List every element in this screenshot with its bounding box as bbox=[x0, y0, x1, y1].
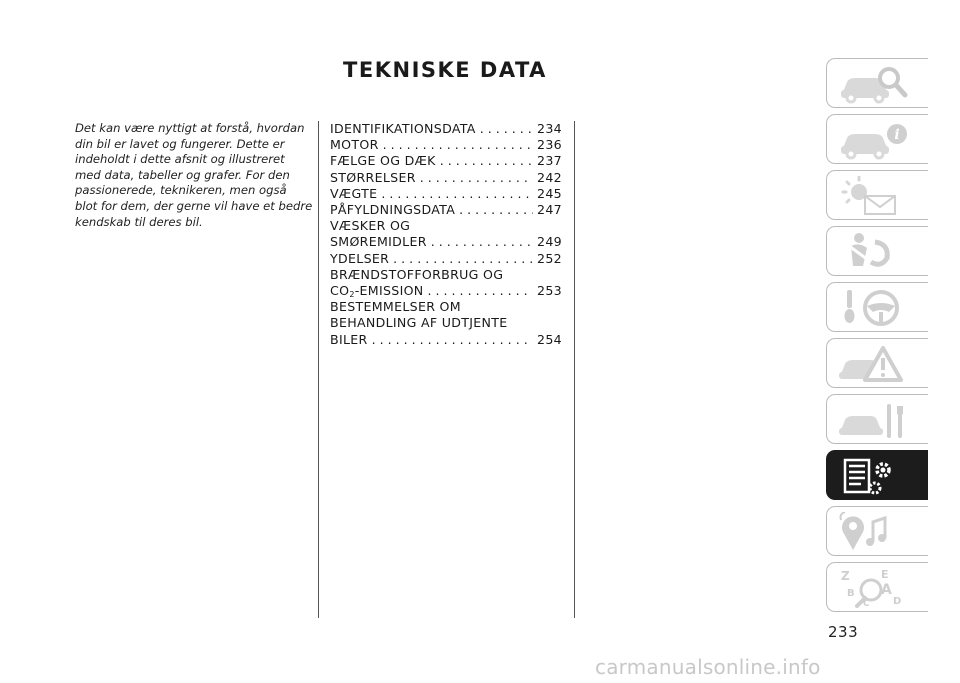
tab-car-info[interactable] bbox=[826, 114, 928, 164]
toc-leader bbox=[431, 234, 533, 250]
tab-warning-lights[interactable] bbox=[826, 170, 928, 220]
intro-line: Det kan være nyttigt at forstå, hvordan bbox=[75, 121, 305, 135]
tab-index[interactable] bbox=[826, 562, 928, 612]
column-divider-left bbox=[318, 121, 319, 618]
svg-text:i: i bbox=[894, 127, 900, 143]
toc-label: BRÆNDSTOFFORBRUG OG bbox=[330, 266, 504, 282]
toc-entry-fluids-lubricants[interactable] bbox=[330, 218, 562, 250]
svg-text:Z: Z bbox=[841, 569, 850, 583]
toc-entry-performance[interactable] bbox=[330, 251, 562, 267]
car-info-icon bbox=[837, 120, 917, 160]
alphabetical-index-icon bbox=[837, 568, 917, 608]
co-text: CO bbox=[330, 283, 350, 299]
tab-technical-data[interactable] bbox=[826, 450, 928, 500]
toc-label: MOTOR bbox=[330, 137, 379, 153]
intro-line: indeholdt i dette afsnit og illustreret bbox=[75, 152, 285, 167]
toc-entry-fuel-consumption[interactable] bbox=[330, 267, 562, 299]
intro-line: blot for dem, der gerne vil have et bedre bbox=[75, 198, 313, 213]
toc-label: SMØREMIDLER bbox=[330, 234, 427, 250]
tab-maintenance[interactable] bbox=[826, 394, 928, 444]
svg-text:D: D bbox=[893, 596, 902, 607]
toc-label: VÆGTE bbox=[330, 185, 378, 201]
toc-page: 252 bbox=[537, 250, 562, 266]
car-warning-triangle-icon bbox=[837, 344, 917, 384]
intro-paragraph bbox=[75, 121, 313, 230]
toc-entry-end-of-life[interactable] bbox=[330, 299, 562, 348]
svg-text:B: B bbox=[847, 588, 855, 599]
toc-leader bbox=[480, 121, 533, 137]
toc-label: BEHANDLING AF UDTJENTE bbox=[330, 315, 508, 331]
seatbelt-airbag-icon bbox=[837, 232, 917, 272]
toc-label: YDELSER bbox=[330, 250, 390, 266]
toc-leader bbox=[440, 153, 533, 169]
toc-label: STØRRELSER bbox=[330, 169, 416, 185]
multimedia-icon bbox=[837, 512, 917, 552]
toc-entry-weights[interactable] bbox=[330, 186, 562, 202]
toc-entry-identification[interactable] bbox=[330, 121, 562, 137]
warning-light-message-icon bbox=[837, 176, 917, 216]
technical-data-gears-icon bbox=[837, 456, 917, 496]
column-divider-right bbox=[574, 121, 575, 618]
toc-page: 242 bbox=[537, 169, 562, 185]
toc-label: BILER bbox=[330, 331, 368, 347]
intro-line: kendskab til deres bil. bbox=[75, 214, 203, 229]
car-search-icon bbox=[837, 64, 917, 104]
toc-label: IDENTIFIKATIONSDATA bbox=[330, 121, 476, 136]
car-service-tools-icon bbox=[837, 400, 917, 440]
subscript-2: 2 bbox=[349, 290, 355, 300]
toc-label: VÆSKER OG bbox=[330, 218, 411, 234]
intro-line: med data, tabeller og grafer. For den bbox=[75, 167, 290, 182]
toc-page: 236 bbox=[537, 137, 562, 153]
toc-page: 253 bbox=[537, 283, 562, 299]
toc-leader bbox=[393, 251, 533, 267]
page-title: TEKNISKE DATA bbox=[343, 58, 547, 82]
toc-page: 234 bbox=[537, 121, 562, 136]
toc-page: 245 bbox=[537, 185, 562, 201]
intro-line: passionerede, teknikeren, men også bbox=[75, 183, 287, 198]
svg-text:C: C bbox=[863, 599, 870, 608]
toc-label bbox=[330, 283, 424, 299]
key-steering-wheel-icon bbox=[837, 288, 917, 328]
svg-text:A: A bbox=[881, 582, 892, 598]
toc-leader bbox=[381, 186, 533, 202]
watermark: carmanualsonline.info bbox=[595, 655, 821, 679]
table-of-contents bbox=[330, 121, 562, 348]
toc-page: 237 bbox=[537, 153, 562, 169]
tab-car-search[interactable] bbox=[826, 58, 928, 108]
toc-entry-refuelling[interactable] bbox=[330, 202, 562, 218]
toc-leader bbox=[383, 137, 533, 153]
tab-multimedia[interactable] bbox=[826, 506, 928, 556]
toc-page: 249 bbox=[537, 234, 562, 250]
toc-label: BESTEMMELSER OM bbox=[330, 299, 461, 315]
intro-line: din bil er lavet og fungerer. Dette er bbox=[75, 136, 285, 151]
toc-leader bbox=[420, 170, 533, 186]
toc-leader bbox=[372, 332, 533, 348]
toc-entry-wheels-tyres[interactable] bbox=[330, 153, 562, 169]
tab-emergency[interactable] bbox=[826, 338, 928, 388]
toc-leader bbox=[428, 283, 534, 299]
toc-label: PÅFYLDNINGSDATA bbox=[330, 202, 456, 218]
tab-starting-driving[interactable] bbox=[826, 282, 928, 332]
tab-safety[interactable] bbox=[826, 226, 928, 276]
toc-entry-dimensions[interactable] bbox=[330, 170, 562, 186]
toc-leader bbox=[459, 202, 533, 218]
emission-text: -EMISSION bbox=[354, 283, 424, 299]
toc-entry-engine[interactable] bbox=[330, 137, 562, 153]
toc-label: FÆLGE OG DÆK bbox=[330, 153, 436, 169]
toc-page: 254 bbox=[537, 331, 562, 347]
svg-text:E: E bbox=[881, 568, 889, 581]
toc-page: 247 bbox=[537, 202, 562, 218]
page-number: 233 bbox=[828, 623, 859, 641]
